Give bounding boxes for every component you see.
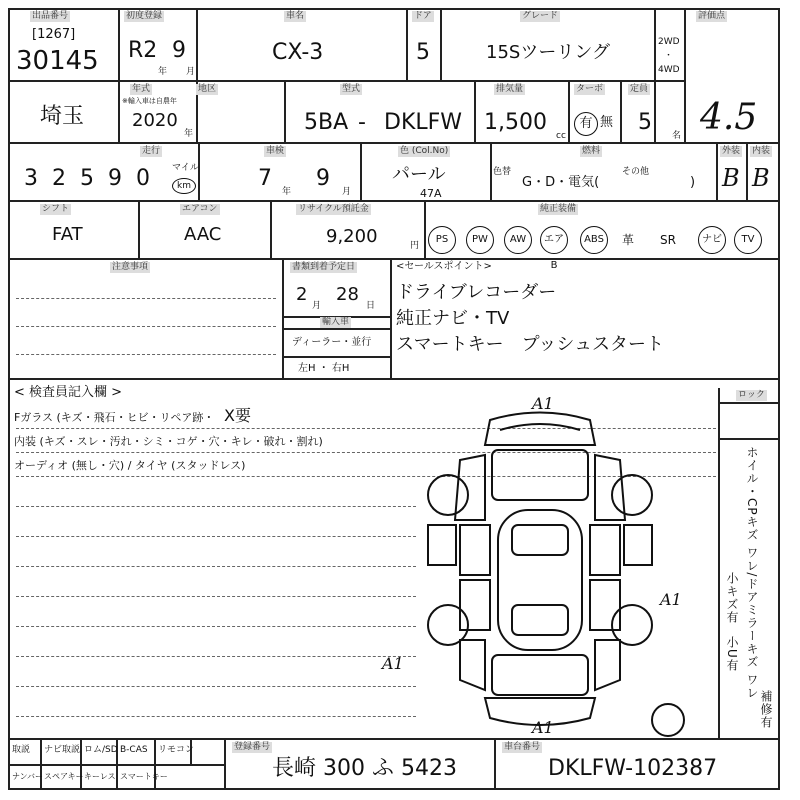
- model-label: 車名: [286, 11, 305, 21]
- mileage-digit: 0: [136, 166, 150, 191]
- mileage-label: 走行: [142, 146, 161, 156]
- color-code: 47A: [420, 187, 442, 200]
- fuel-label: 燃料: [582, 146, 601, 156]
- notes-label: 注意事項: [112, 262, 149, 272]
- document-month: 2: [296, 284, 308, 305]
- equipment-option: ナビ: [698, 226, 726, 254]
- interior-label: 内装: [752, 146, 771, 156]
- equipment-label: 純正装備: [540, 204, 577, 214]
- side-note-small-dent: 小U有: [725, 636, 739, 672]
- chassis-label: 車台番号: [504, 742, 541, 752]
- plate-number: 長崎 300 ふ 5423: [272, 756, 457, 781]
- sales-point-2: 純正ナビ・TV: [396, 308, 510, 329]
- fuel-close: ): [690, 175, 696, 190]
- equipment-option: PW: [466, 226, 494, 254]
- year-sub-label: ※輸入車は自農年: [122, 97, 177, 105]
- color-name: パール: [392, 164, 446, 185]
- turbo-label: ターボ: [576, 84, 604, 94]
- lot-number-label: 出品番号: [32, 11, 69, 21]
- type-code: DKLFW: [384, 110, 463, 135]
- document-month-unit: 月: [312, 301, 322, 311]
- bottom-item: ロム/SD: [84, 745, 118, 755]
- spare-wheel-icon: [648, 700, 688, 740]
- mileage-digit: 5: [80, 166, 94, 191]
- registration-month-unit: 月: [186, 67, 196, 77]
- year-label: 年式: [132, 84, 151, 94]
- region-name: 埼玉: [40, 104, 85, 129]
- doors-label: ドア: [414, 11, 432, 21]
- color-label: 色 (Col.No): [400, 146, 449, 156]
- displacement-label: 排気量: [496, 84, 524, 94]
- inspection-year: 7: [258, 166, 272, 191]
- interior-grade: B: [752, 164, 770, 192]
- type-prefix: 5BA: [304, 110, 349, 135]
- equipment-option: ABS: [580, 226, 608, 254]
- model-year-unit: 年: [184, 129, 194, 139]
- lot-code: [1267]: [32, 27, 76, 42]
- capacity-value: 5: [638, 110, 652, 135]
- door-count: 5: [416, 40, 430, 65]
- inspection-label: 車検: [266, 146, 285, 156]
- turbo-no: 無: [600, 115, 614, 130]
- document-date-label: 書類到着予定日: [292, 262, 356, 272]
- document-day-unit: 日: [366, 301, 376, 311]
- lot-number: 30145: [16, 46, 99, 76]
- grade-label: グレード: [522, 11, 559, 21]
- bottom-item: B-CAS: [120, 745, 148, 755]
- import-options: ディーラー・並行: [292, 337, 372, 348]
- recycle-label: リサイクル預託金: [298, 204, 369, 214]
- lock-label: ロック: [738, 390, 765, 400]
- exterior-grade: B: [722, 164, 740, 192]
- inspection-month-unit: 月: [342, 187, 352, 197]
- bottom-item: スマートキー: [120, 772, 168, 781]
- import-label: 輸入車: [322, 317, 350, 327]
- handle-options: 左H ・ 右H: [298, 363, 350, 374]
- mileage-km-unit: km: [172, 178, 196, 194]
- color-change-label: 色替: [493, 167, 512, 177]
- mileage-digit: 9: [108, 166, 122, 191]
- document-day: 28: [336, 284, 359, 305]
- car-damage-diagram: [420, 400, 660, 740]
- drive-2wd: 2WD: [658, 37, 680, 47]
- damage-mark-left: A1: [382, 654, 404, 673]
- inspection-month: 9: [316, 166, 330, 191]
- bottom-item: スペアキー: [44, 772, 84, 781]
- registration-year-unit: 年: [158, 67, 168, 77]
- bottom-item: ナンバー: [12, 772, 44, 781]
- inspector-line-interior: 内装 (キズ・スレ・汚れ・シミ・コゲ・穴・キレ・破れ・割れ): [14, 435, 323, 448]
- damage-mark-rear: A1: [532, 718, 554, 737]
- inspector-line-glass: Fガラス (キズ・飛石・ヒビ・リペア跡・: [14, 411, 215, 424]
- registration-month: 9: [172, 38, 186, 63]
- inspector-section-label: < 検査員記入欄 >: [14, 385, 123, 400]
- turbo-yes: 有: [574, 112, 598, 136]
- sales-point-1: ドライブレコーダー: [396, 282, 557, 303]
- plate-label: 登録番号: [234, 742, 271, 752]
- recycle-value: 9,200: [326, 226, 378, 247]
- aircon-label: エアコン: [182, 204, 218, 214]
- aircon-value: AAC: [184, 224, 222, 245]
- capacity-unit: 名: [672, 131, 682, 141]
- sales-points-label: <セールスポイント>: [396, 261, 492, 272]
- first-registration-label: 初度登録: [126, 11, 163, 21]
- inspector-line-audio: オーディオ (無し・穴) / タイヤ (スタッドレス): [14, 459, 246, 472]
- chassis-number: DKLFW-102387: [548, 756, 718, 781]
- bottom-item: ナビ取説: [44, 745, 81, 755]
- equipment-option: 革: [622, 233, 635, 247]
- equipment-option: AW: [504, 226, 532, 254]
- drive-separator: ・: [664, 51, 674, 61]
- glass-mark: X要: [224, 406, 251, 425]
- registration-era: R2: [128, 38, 158, 63]
- type-dash: -: [358, 110, 366, 135]
- fuel-options: G・D・電気(: [522, 175, 600, 190]
- side-note-wheel: ホイル・CPキズ ワレ/ドアミラーキズ ワレ: [745, 446, 759, 700]
- displacement-unit: cc: [556, 131, 566, 141]
- capacity-label: 定員: [630, 84, 649, 94]
- drive-4wd: 4WD: [658, 65, 680, 75]
- shift-value: FAT: [52, 224, 83, 245]
- damage-mark-right: A1: [660, 590, 682, 609]
- side-note-small-scratch: 小キズ有: [725, 572, 739, 624]
- mileage-digit: 3: [24, 166, 38, 191]
- damage-mark-front: A1: [532, 394, 554, 413]
- mileage-mile-unit: マイル: [172, 163, 199, 173]
- equipment-option: エアB: [540, 226, 568, 254]
- sales-point-3: スマートキー プッシュスタート: [396, 334, 665, 355]
- bottom-item: キーレス: [84, 772, 116, 781]
- recycle-unit: 円: [410, 241, 420, 251]
- exterior-label: 外装: [722, 146, 741, 156]
- model-year: 2020: [132, 110, 178, 131]
- grade-name: 15Sツーリング: [486, 42, 610, 63]
- shift-label: シフト: [42, 204, 70, 214]
- model-name: CX-3: [272, 40, 324, 65]
- equipment-option: TV: [734, 226, 762, 254]
- bottom-item: 取説: [12, 745, 31, 755]
- equipment-option: SR: [660, 233, 676, 247]
- region-label: 地区: [198, 84, 217, 94]
- equipment-option: PS: [428, 226, 456, 254]
- bottom-item: リモコン: [158, 745, 195, 755]
- inspection-year-unit: 年: [282, 187, 292, 197]
- type-label: 型式: [342, 84, 361, 94]
- side-note-repair: 補修有: [759, 690, 773, 729]
- displacement-value: 1,500: [484, 110, 547, 135]
- mileage-digit: 2: [52, 166, 66, 191]
- score-label: 評価点: [698, 11, 726, 21]
- overall-score: 4.5: [700, 97, 758, 138]
- fuel-other-label: その他: [622, 167, 650, 177]
